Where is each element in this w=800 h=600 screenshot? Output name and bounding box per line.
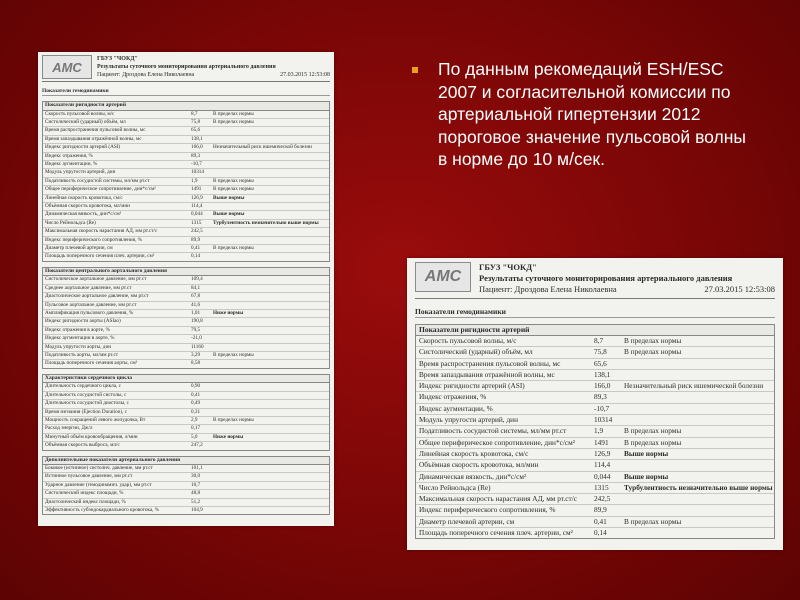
row-label: Скорость пульсовой волны, м/с bbox=[45, 110, 115, 117]
row-note: В пределах нормы bbox=[624, 347, 682, 357]
row-value: 242,5 bbox=[191, 228, 203, 235]
row-value: 126,9 bbox=[191, 194, 203, 201]
row-label: Диастолический индекс площади, % bbox=[45, 498, 126, 505]
table-row bbox=[43, 245, 329, 253]
row-label: Длительность сосудистой систолы, с bbox=[45, 391, 127, 398]
row-value: 11160 bbox=[191, 343, 204, 350]
row-label: Объёмная скорость кровотока, мл/мин bbox=[45, 202, 130, 209]
table-row bbox=[416, 449, 774, 460]
table-row bbox=[43, 276, 329, 284]
row-note: В пределах нормы bbox=[624, 437, 682, 447]
table-row bbox=[43, 136, 329, 144]
row-value: 30,0 bbox=[191, 473, 201, 480]
row-note: В пределах нормы bbox=[213, 416, 254, 423]
row-value: 2,9 bbox=[191, 416, 198, 423]
report-section bbox=[42, 456, 330, 516]
row-value: 8,7 bbox=[594, 336, 604, 345]
row-note bbox=[213, 237, 329, 244]
section-title: Характеристики сердечного цикла bbox=[43, 375, 329, 384]
row-value: 104,9 bbox=[191, 507, 203, 514]
row-label: Индекс ригидности артерий (ASI) bbox=[45, 144, 121, 151]
row-note bbox=[213, 507, 329, 514]
row-note bbox=[213, 473, 329, 480]
row-value: 48,8 bbox=[191, 490, 201, 497]
row-note: В пределах нормы bbox=[624, 516, 682, 526]
table-row bbox=[416, 494, 774, 505]
row-value: 101,1 bbox=[191, 465, 203, 472]
row-value: 79,5 bbox=[191, 326, 201, 333]
row-label: Линейная скорость кровотока, см/с bbox=[45, 194, 123, 201]
table-row bbox=[416, 336, 774, 347]
row-value: 51,2 bbox=[191, 498, 201, 505]
row-label: Индекс ригидности аорты (ASIao) bbox=[45, 318, 121, 325]
row-label: Индекс аугментации, % bbox=[419, 403, 493, 413]
row-note bbox=[213, 425, 329, 432]
row-value: 0,14 bbox=[594, 528, 607, 538]
row-label: Время распространения пульсовой волны, мс bbox=[45, 127, 146, 134]
table-row bbox=[43, 186, 329, 194]
table-row bbox=[416, 426, 774, 437]
row-label: Длительность сердечного цикла, с bbox=[45, 383, 121, 390]
row-value: 0,044 bbox=[191, 211, 203, 218]
row-note bbox=[213, 169, 329, 176]
row-note bbox=[213, 136, 329, 143]
row-value: 0,41 bbox=[191, 391, 201, 398]
row-note bbox=[624, 415, 774, 425]
row-value: 0,14 bbox=[191, 253, 201, 260]
table-row bbox=[43, 434, 329, 442]
table-row bbox=[43, 144, 329, 152]
row-note bbox=[213, 344, 329, 351]
table-row bbox=[43, 310, 329, 318]
table-row bbox=[416, 404, 774, 415]
row-note bbox=[624, 404, 774, 414]
row-note: В пределах нормы bbox=[213, 118, 254, 125]
row-label: Линейная скорость кровотока, см/с bbox=[419, 448, 529, 458]
table-row bbox=[43, 161, 329, 169]
row-note bbox=[213, 482, 329, 489]
row-label: Индекс периферического сопротивления, % bbox=[45, 236, 142, 243]
row-value: 114,4 bbox=[594, 460, 611, 470]
row-value: -10,7 bbox=[191, 160, 202, 167]
row-value: 1,9 bbox=[191, 177, 198, 184]
row-value: 65,6 bbox=[594, 358, 607, 368]
row-note bbox=[624, 359, 774, 369]
row-value: 10314 bbox=[594, 415, 613, 425]
table-row bbox=[43, 195, 329, 203]
row-note bbox=[213, 465, 329, 472]
row-label: Боковое (истинное) систолич. давление, мм рт.ст bbox=[45, 465, 153, 472]
report-section bbox=[42, 267, 330, 369]
row-label: Податливость сосудистой системы, мл/мм рт.ст bbox=[419, 426, 567, 436]
row-label: Индекс отражения в аорте, % bbox=[45, 326, 110, 333]
table-row bbox=[43, 383, 329, 391]
row-note bbox=[624, 392, 774, 402]
row-value: 10,7 bbox=[191, 481, 201, 488]
row-note: Выше нормы bbox=[624, 471, 669, 481]
row-value: 41,6 bbox=[191, 301, 201, 308]
row-value: -21,0 bbox=[191, 335, 202, 342]
row-label: Амплификация пульсового давления, % bbox=[45, 309, 134, 316]
row-note bbox=[213, 228, 329, 235]
row-note bbox=[213, 293, 329, 300]
row-label: Систолический индекс площади, % bbox=[45, 490, 124, 497]
report-datetime: 27.03.2015 12:53:08 bbox=[280, 72, 330, 78]
row-note: Ниже нормы bbox=[213, 433, 244, 440]
row-note bbox=[213, 153, 329, 160]
row-value: 190,8 bbox=[191, 318, 203, 325]
row-label: Систолический (ударный) объём, мл bbox=[419, 347, 533, 357]
report-caption: Показатели гемодинамики bbox=[42, 88, 330, 96]
row-note: В пределах нормы bbox=[213, 110, 254, 117]
row-value: 109,4 bbox=[191, 276, 203, 283]
table-row bbox=[43, 327, 329, 335]
row-value: 8,7 bbox=[191, 110, 198, 117]
row-note bbox=[213, 499, 329, 506]
row-label: Расход энергии, Дж/л bbox=[45, 425, 93, 432]
row-label: Общее периферическое сопротивление, дин*с/см² bbox=[45, 186, 156, 193]
bullet-body: По данным рекомедаций ESH/ESC 2007 и согласительной комиссии по артериальной гипертензии 2012 пороговое значение пульсовой волны в норме до 10 м/сек. bbox=[438, 59, 746, 169]
row-label: Мощность сокращений левого желудочка, Вт bbox=[45, 416, 146, 423]
table-row bbox=[43, 442, 329, 449]
table-row bbox=[43, 352, 329, 360]
row-note bbox=[213, 360, 329, 367]
row-label: Пульсовое аортальное давление, мм рт.ст bbox=[45, 301, 137, 308]
report-sections bbox=[42, 101, 330, 515]
row-note bbox=[213, 392, 329, 399]
row-note: Турбулентность незначительно выше нормы bbox=[624, 482, 773, 492]
table-row bbox=[416, 381, 774, 392]
table-row bbox=[43, 203, 329, 211]
row-label: Время изгнания (Ejection Duration), с bbox=[45, 408, 127, 415]
row-value: 166,0 bbox=[191, 144, 203, 151]
row-label: Объёмная скорость выброса, мл/с bbox=[45, 442, 120, 449]
table-row bbox=[43, 417, 329, 425]
table-row bbox=[43, 302, 329, 310]
row-value: 166,0 bbox=[594, 381, 611, 391]
table-row bbox=[43, 253, 329, 260]
row-note: В пределах нормы bbox=[213, 186, 254, 193]
row-value: 138,1 bbox=[594, 369, 611, 379]
report-datetime: 27.03.2015 12:53:08 bbox=[704, 284, 775, 294]
row-note: В пределах нормы bbox=[624, 426, 682, 436]
row-value: 3,29 bbox=[191, 351, 201, 358]
row-note: Ниже нормы bbox=[213, 309, 244, 316]
row-label: Число Рейнольдса (Re) bbox=[45, 219, 96, 226]
table-row bbox=[43, 335, 329, 343]
table-row bbox=[416, 392, 774, 403]
report-scan-right bbox=[407, 258, 783, 550]
row-label: Систолическое аортальное давление, мм рт.ст bbox=[45, 276, 147, 283]
table-row bbox=[416, 460, 774, 471]
row-label: Податливость сосудистой системы, мл/мм рт.ст bbox=[45, 177, 150, 184]
section-title: Показатели центрального аортального давления bbox=[43, 268, 329, 277]
table-row bbox=[43, 293, 329, 301]
row-value: 1315 bbox=[191, 219, 202, 226]
row-note bbox=[213, 383, 329, 390]
row-label: Диаметр плечевой артерии, см bbox=[45, 245, 113, 251]
table-row bbox=[43, 318, 329, 326]
report-org: ГБУЗ "ЧОКД" bbox=[97, 56, 138, 62]
table-row bbox=[416, 438, 774, 449]
table-row bbox=[416, 505, 774, 516]
section-title: Дополнительные показатели артериального давления bbox=[43, 457, 329, 466]
row-label: Эффективность субэндокардиального кровотока, % bbox=[45, 507, 160, 514]
row-value: 0,41 bbox=[594, 516, 607, 526]
report-header bbox=[415, 262, 775, 299]
row-value: 126,9 bbox=[594, 448, 611, 458]
row-label: Объёмная скорость кровотока, мл/мин bbox=[419, 460, 539, 470]
row-note bbox=[213, 442, 329, 449]
row-value: 84,1 bbox=[191, 284, 201, 291]
row-label: Индекс аугментации в аорте, % bbox=[45, 335, 115, 342]
row-note bbox=[213, 203, 329, 210]
row-value: -10,7 bbox=[594, 403, 610, 413]
report-section bbox=[415, 324, 775, 539]
row-value: 247,2 bbox=[191, 442, 203, 449]
table-row bbox=[43, 169, 329, 177]
report-section bbox=[42, 374, 330, 451]
row-note: В пределах нормы bbox=[624, 336, 682, 345]
row-value: 67,8 bbox=[191, 293, 201, 300]
row-note: Незначительный риск ишемической болезни bbox=[213, 144, 312, 151]
row-value: 8,58 bbox=[191, 360, 201, 367]
table-row bbox=[416, 472, 774, 483]
report-org: ГБУЗ "ЧОКД" bbox=[479, 262, 537, 272]
row-label: Время запаздывания отражённой волны, мс bbox=[45, 135, 142, 142]
clinic-logo-icon: АМС bbox=[415, 262, 471, 292]
row-value: 0,49 bbox=[191, 400, 201, 407]
row-value: 5,0 bbox=[191, 433, 198, 440]
row-value: 89,9 bbox=[191, 236, 201, 243]
table-row bbox=[43, 465, 329, 473]
row-value: 1491 bbox=[191, 186, 202, 193]
row-note: Выше нормы bbox=[213, 211, 245, 218]
row-label: Динамическая вязкость, дин*с/см² bbox=[45, 211, 122, 218]
row-value: 1491 bbox=[594, 437, 609, 447]
row-value: 138,1 bbox=[191, 135, 203, 142]
row-value: 89,9 bbox=[594, 505, 607, 515]
table-row bbox=[416, 483, 774, 494]
row-note bbox=[624, 460, 774, 470]
row-label: Модуль упругости артерий, дин bbox=[45, 169, 116, 176]
row-note bbox=[213, 276, 329, 283]
table-row bbox=[43, 490, 329, 498]
row-label: Длительность сосудистой диастолы, с bbox=[45, 400, 129, 407]
table-row bbox=[43, 237, 329, 245]
row-label: Площадь поперечного сечения аорты, см² bbox=[45, 360, 138, 367]
row-value: 65,6 bbox=[191, 127, 201, 134]
row-value: 1,01 bbox=[191, 309, 201, 316]
row-label: Индекс ригидности артерий (ASI) bbox=[419, 381, 525, 391]
table-row bbox=[43, 119, 329, 127]
row-label: Индекс отражения, % bbox=[45, 152, 93, 159]
slide-bullet-text bbox=[420, 58, 760, 171]
row-value: 0,31 bbox=[191, 408, 201, 415]
row-label: Диастолическое аортальное давление, мм рт.ст bbox=[45, 293, 149, 300]
table-row bbox=[43, 111, 329, 119]
row-note bbox=[213, 400, 329, 407]
report-header bbox=[42, 55, 330, 82]
row-note: В пределах нормы bbox=[213, 245, 254, 251]
table-row bbox=[43, 178, 329, 186]
section-title: Показатели ригидности артерий bbox=[416, 325, 774, 336]
row-note: Незначительный риск ишемической болезни bbox=[624, 381, 764, 391]
row-value: 0,41 bbox=[191, 245, 201, 251]
row-value: 1,9 bbox=[594, 426, 604, 436]
row-note bbox=[213, 127, 329, 134]
row-note bbox=[624, 494, 774, 504]
row-label: Общее периферическое сопротивление, дин*с/см² bbox=[419, 437, 575, 447]
row-value: 0,044 bbox=[594, 471, 611, 481]
table-row bbox=[43, 425, 329, 433]
row-label: Скорость пульсовой волны, м/с bbox=[419, 336, 517, 345]
report-sections bbox=[415, 324, 775, 539]
row-note: В пределах нормы bbox=[213, 177, 254, 184]
table-row bbox=[43, 344, 329, 352]
row-label: Индекс отражения, % bbox=[419, 392, 487, 402]
row-value: 0,90 bbox=[191, 383, 201, 390]
row-value: 242,5 bbox=[594, 494, 611, 504]
bullet-square-icon bbox=[412, 67, 418, 73]
row-label: Число Рейнольдса (Re) bbox=[419, 482, 491, 492]
row-label: Минутный объём кровообращения, л/мин bbox=[45, 433, 138, 440]
row-note: Выше нормы bbox=[213, 194, 245, 201]
row-note bbox=[213, 490, 329, 497]
row-value: 89,3 bbox=[191, 152, 201, 159]
row-label: Максимальная скорость нарастания АД, мм рт.ст/с bbox=[45, 228, 158, 235]
table-row bbox=[43, 482, 329, 490]
row-label: Динамическая вязкость, дин*с/см² bbox=[419, 471, 527, 481]
row-label: Время запаздывания отражённой волны, мс bbox=[419, 369, 555, 379]
row-value: 114,4 bbox=[191, 202, 203, 209]
row-label: Индекс аугментации, % bbox=[45, 160, 98, 167]
table-row bbox=[43, 392, 329, 400]
report-scan-left bbox=[38, 52, 334, 526]
row-note bbox=[213, 318, 329, 325]
row-label: Ударное давление (гемодинамич. удар), мм рт.ст bbox=[45, 481, 152, 488]
table-row bbox=[43, 220, 329, 228]
table-row bbox=[416, 359, 774, 370]
table-row bbox=[43, 499, 329, 507]
row-note bbox=[624, 370, 774, 380]
row-note bbox=[213, 161, 329, 168]
table-row bbox=[43, 400, 329, 408]
table-row bbox=[43, 473, 329, 481]
row-note bbox=[213, 327, 329, 334]
row-label: Максимальная скорость нарастания АД, мм рт.ст/с bbox=[419, 494, 577, 504]
row-value: 75,8 bbox=[594, 347, 607, 357]
row-note bbox=[213, 335, 329, 342]
table-row bbox=[416, 347, 774, 358]
report-caption: Показатели гемодинамики bbox=[415, 307, 775, 318]
section-title: Показатели ригидности артерий bbox=[43, 102, 329, 111]
table-row bbox=[43, 507, 329, 514]
table-row bbox=[43, 211, 329, 219]
report-title: Результаты суточного мониторирования артериального давления bbox=[97, 64, 276, 70]
row-label: Среднее аортальное давление, мм рт.ст bbox=[45, 284, 132, 291]
row-label: Диаметр плечевой артерии, см bbox=[419, 516, 515, 526]
row-value: 1315 bbox=[594, 482, 609, 492]
row-note bbox=[624, 505, 774, 515]
row-note bbox=[213, 409, 329, 416]
row-label: Индекс периферического сопротивления, % bbox=[419, 505, 556, 515]
table-row bbox=[43, 153, 329, 161]
row-note bbox=[213, 253, 329, 260]
report-patient: Пациент: Дроздова Елена Николаевна bbox=[97, 72, 195, 78]
row-label: Площадь поперечного сечения плеч. артерии, см² bbox=[45, 253, 155, 260]
table-row bbox=[43, 285, 329, 293]
table-row bbox=[43, 228, 329, 236]
table-row bbox=[43, 360, 329, 367]
report-title: Результаты суточного мониторирования артериального давления bbox=[479, 273, 733, 283]
row-value: 89,3 bbox=[594, 392, 607, 402]
row-value: 0,17 bbox=[191, 425, 201, 432]
report-section bbox=[42, 101, 330, 262]
row-label: Время распространения пульсовой волны, мс bbox=[419, 358, 561, 368]
row-note bbox=[624, 528, 774, 538]
row-note: Турбулентность незначительно выше нормы bbox=[213, 219, 319, 226]
row-label: Модуль упругости артерий, дин bbox=[419, 415, 518, 425]
row-note bbox=[213, 302, 329, 309]
row-value: 75,8 bbox=[191, 118, 201, 125]
clinic-logo-icon: АМС bbox=[42, 55, 92, 79]
row-label: Истинное пульсовое давление, мм рт.ст bbox=[45, 473, 133, 480]
row-note: В пределах нормы bbox=[213, 351, 254, 358]
row-note bbox=[213, 285, 329, 292]
table-row bbox=[416, 517, 774, 528]
table-row bbox=[416, 415, 774, 426]
table-row bbox=[416, 528, 774, 538]
row-value: 10314 bbox=[191, 169, 204, 176]
table-row bbox=[43, 409, 329, 417]
row-label: Податливость аорты, мл/мм рт.ст bbox=[45, 351, 119, 358]
row-label: Систолический (ударный) объём, мл bbox=[45, 118, 126, 125]
row-label: Модуль упругости аорты, дин bbox=[45, 343, 111, 350]
row-label: Площадь поперечного сечения плеч. артерии, см² bbox=[419, 528, 573, 538]
table-row bbox=[43, 127, 329, 135]
report-patient: Пациент: Дроздова Елена Николаевна bbox=[479, 284, 617, 294]
table-row bbox=[416, 370, 774, 381]
row-note: Выше нормы bbox=[624, 448, 669, 458]
